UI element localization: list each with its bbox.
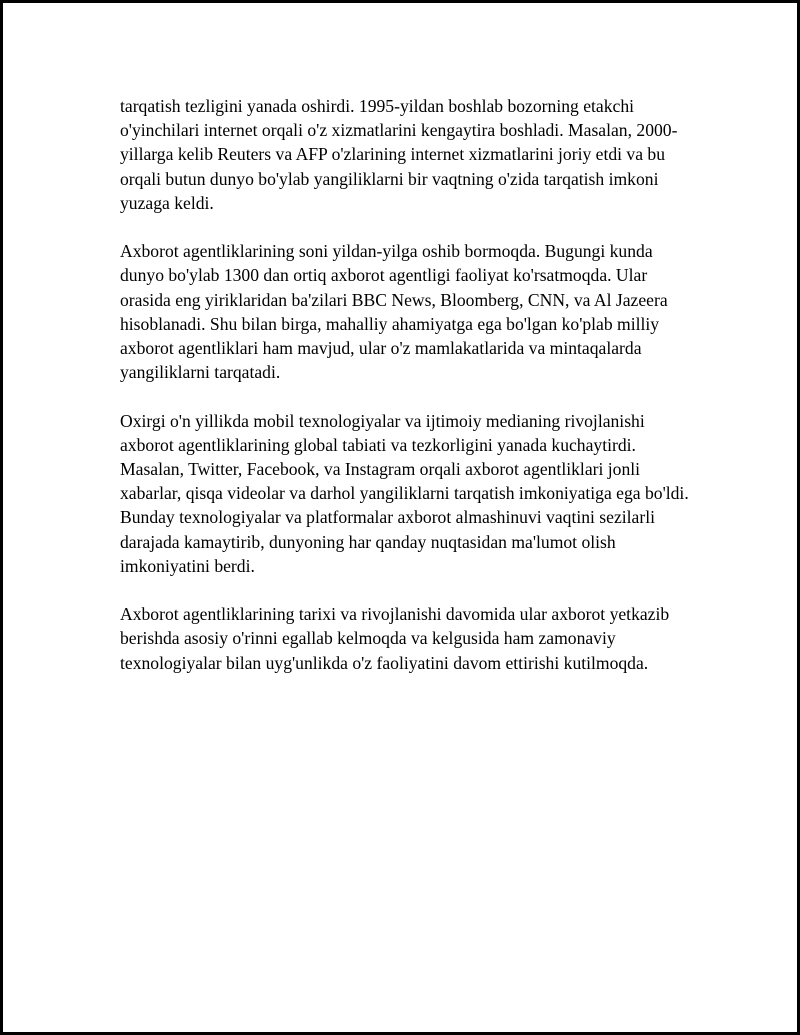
paragraph-4: Axborot agentliklarining tarixi va rivojlanishi davomida ular axborot yetkazib berishda asosiy o'rinni egallab kelmoqda va kelgusida ham zamonaviy texnologiyalar bilan uyg'unlikda o'z faoliyatini davom ettirishi kutilmoqda. <box>120 604 670 673</box>
paragraph-2: Axborot agentliklarining soni yildan-yilga oshib bormoqda. Bugungi kunda dunyo bo'ylab 1300 dan ortiq axborot agentligi faoliyat ko'rsatmoqda. Ular orasida eng yiriklaridan ba'zilari BBC News, Bloomberg, CNN, va Al Jazeera hisoblanadi. Shu bilan birga, mahalliy ahamiyatga ega bo'lgan ko'plab milliy axborot agentliklari ham mavjud, ular o'z mamlakatlarida va mintaqalarda yangiliklarni tarqatadi. <box>120 241 668 383</box>
document-body <box>120 94 700 699</box>
paragraph-3: Oxirgi o'n yillikda mobil texnologiyalar va ijtimoiy medianing rivojlanishi axborot agentliklarining global tabiati va tezkorligini yanada kuchaytirdi. Masalan, Twitter, Facebook, va Instagram orqali axborot agentliklari jonli xabarlar, qisqa videolar va darhol yangiliklarni tarqatish imkoniyatiga ega bo'ldi. Bunday texnologiyalar va platformalar axborot almashinuvi vaqtini sezilarli darajada kamaytirib, dunyoning har qanday nuqtasidan ma'lumot olish imkoniyatini berdi. <box>120 410 689 576</box>
paragraph-1: tarqatish tezligini yanada oshirdi. 1995-yildan boshlab bozorning etakchi o'yinchilari internet orqali o'z xizmatlarini kengaytira boshladi. Masalan, 2000-yillarga kelib Reuters va AFP o'zlarining internet xizmatlarini joriy etdi va bu orqali butun dunyo bo'ylab yangiliklarni bir vaqtning o'zida tarqatish imkoni yuzaga keldi. <box>120 96 678 213</box>
